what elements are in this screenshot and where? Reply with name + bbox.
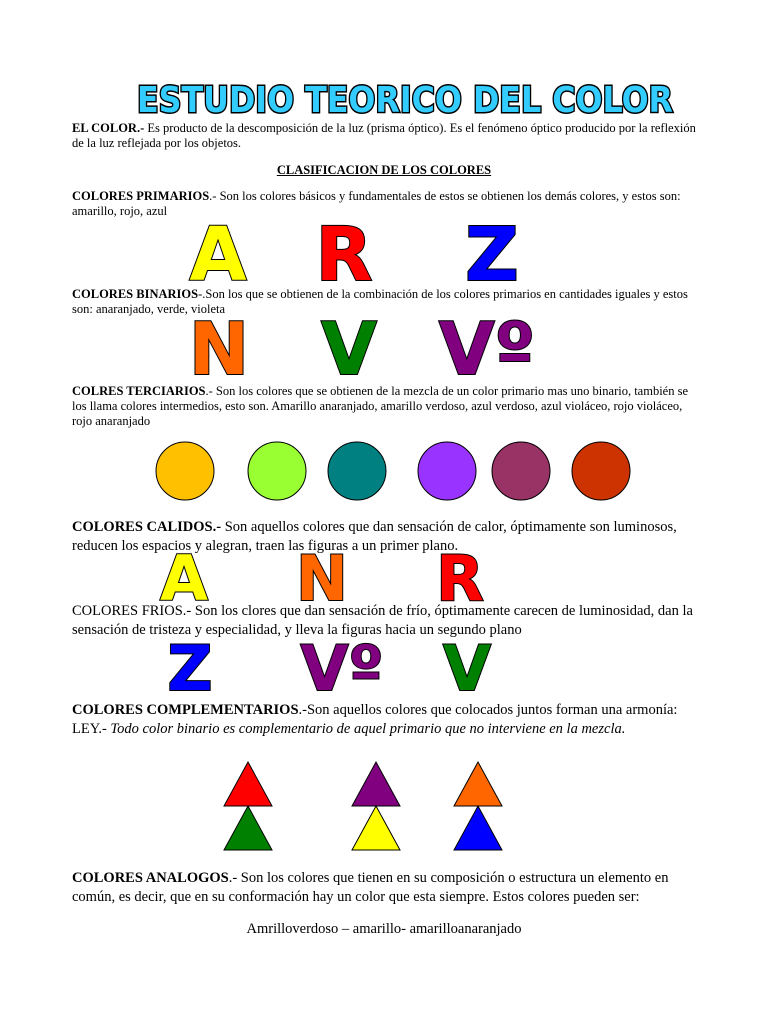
tertiary-color-circle xyxy=(156,442,214,500)
binarios-paragraph xyxy=(72,287,702,317)
complementary-triangle xyxy=(224,762,272,806)
complementary-triangle xyxy=(454,762,502,806)
primarios-text: .- Son los colores básicos y fundamentales de estos se obtienen los demás colores, y estos son: amarillo, rojo, azul xyxy=(72,189,681,218)
analogos-label: COLORES ANALOGOS xyxy=(72,870,229,886)
el-color-text: Es producto de la descomposición de la luz (prisma óptico). Es el fenómeno óptico producido por la reflexión de la luz reflejada por los objetos. xyxy=(72,121,696,150)
el-color-paragraph xyxy=(72,121,702,151)
complementarios-law: Todo color binario es complementario de aquel primario que no interviene en la mezcla. xyxy=(106,720,626,737)
letter-a-yellow-warm: A xyxy=(160,542,208,615)
letter-n-orange: N xyxy=(188,307,250,391)
page-title: ESTUDIO TEORICO DEL COLOR xyxy=(137,80,673,121)
binarios-text: -.Son los que se obtienen de la combinación de los colores primarios en cantidades iguales y estos son: anaranjado, verde, violeta xyxy=(72,287,688,316)
clasificacion-heading: CLASIFICACION DE LOS COLORES xyxy=(276,163,492,177)
letter-n-orange-warm: N xyxy=(296,542,348,615)
letter-v-green-cold: V xyxy=(443,632,491,705)
tertiary-color-circle xyxy=(328,442,386,500)
letter-vo-purple-cold: Vº xyxy=(300,632,384,705)
primarios-label: COLORES PRIMARIOS xyxy=(72,189,210,203)
letter-a-yellow: A xyxy=(189,212,247,298)
complementarios-label: COLORES COMPLEMENTARIOS xyxy=(72,702,299,718)
calidos-label: COLORES CALIDOS.- xyxy=(72,519,222,535)
tertiary-color-circle xyxy=(418,442,476,500)
analogos-paragraph xyxy=(72,869,712,906)
tertiary-color-circle xyxy=(492,442,550,500)
analogos-example: Amrilloverdoso – amarillo- amarilloanaranjado xyxy=(246,921,522,937)
complementarios-paragraph xyxy=(72,701,712,738)
tertiary-color-circle xyxy=(248,442,306,500)
complementary-triangle xyxy=(352,806,400,850)
letter-z-blue: Z xyxy=(465,212,519,298)
primarios-paragraph xyxy=(72,189,702,219)
terciarios-circles xyxy=(0,440,768,504)
complementary-triangle xyxy=(454,806,502,850)
binarios-label: COLORES BINARIOS xyxy=(72,287,199,301)
complementary-triangle xyxy=(352,762,400,806)
frios-label: COLORES FRIOS xyxy=(72,603,183,619)
frios-text: .- Son los clores que dan sensación de frío, óptimamente carecen de luminosidad, dan la sensación de tristeza y especialidad, y lleva la figuras hacia un segundo plano xyxy=(72,603,693,638)
letter-vo-purple: Vº xyxy=(438,307,536,391)
letter-r-red-warm: R xyxy=(436,542,484,615)
terciarios-label: COLRES TERCIARIOS xyxy=(72,384,206,398)
terciarios-paragraph xyxy=(72,384,704,429)
tertiary-color-circle xyxy=(572,442,630,500)
calidos-text: Son aquellos colores que dan sensación de calor, óptimamente son luminosos, reducen los espacios y alegran, traen las figuras a un primer plano. xyxy=(72,519,677,554)
complementarios-text: .-Son aquellos colores que colocados juntos forman una armonía: LEY.- xyxy=(72,702,678,737)
letter-v-green: V xyxy=(321,307,377,391)
letter-z-blue-cold: Z xyxy=(167,632,213,705)
terciarios-text: .- Son los colores que se obtienen de la mezcla de un color primario mas uno binario, también se los llama colores intermedios, esto son. Amarillo anaranjado, amarillo verdoso, azul verdoso, azul violáceo, rojo violáceo, rojo anaranjado xyxy=(72,384,689,428)
page-title-wordart xyxy=(130,74,680,120)
complementarios-triangles xyxy=(0,758,768,854)
el-color-label: EL COLOR.- xyxy=(72,121,145,135)
analogos-text: .- Son los colores que tienen en su composición o estructura un elemento en común, es decir, que en su conformación hay un color que esta siempre. Estos colores pueden ser: xyxy=(72,870,669,905)
letter-r-red: R xyxy=(315,212,373,298)
complementary-triangle xyxy=(224,806,272,850)
frios-letters xyxy=(0,632,768,705)
